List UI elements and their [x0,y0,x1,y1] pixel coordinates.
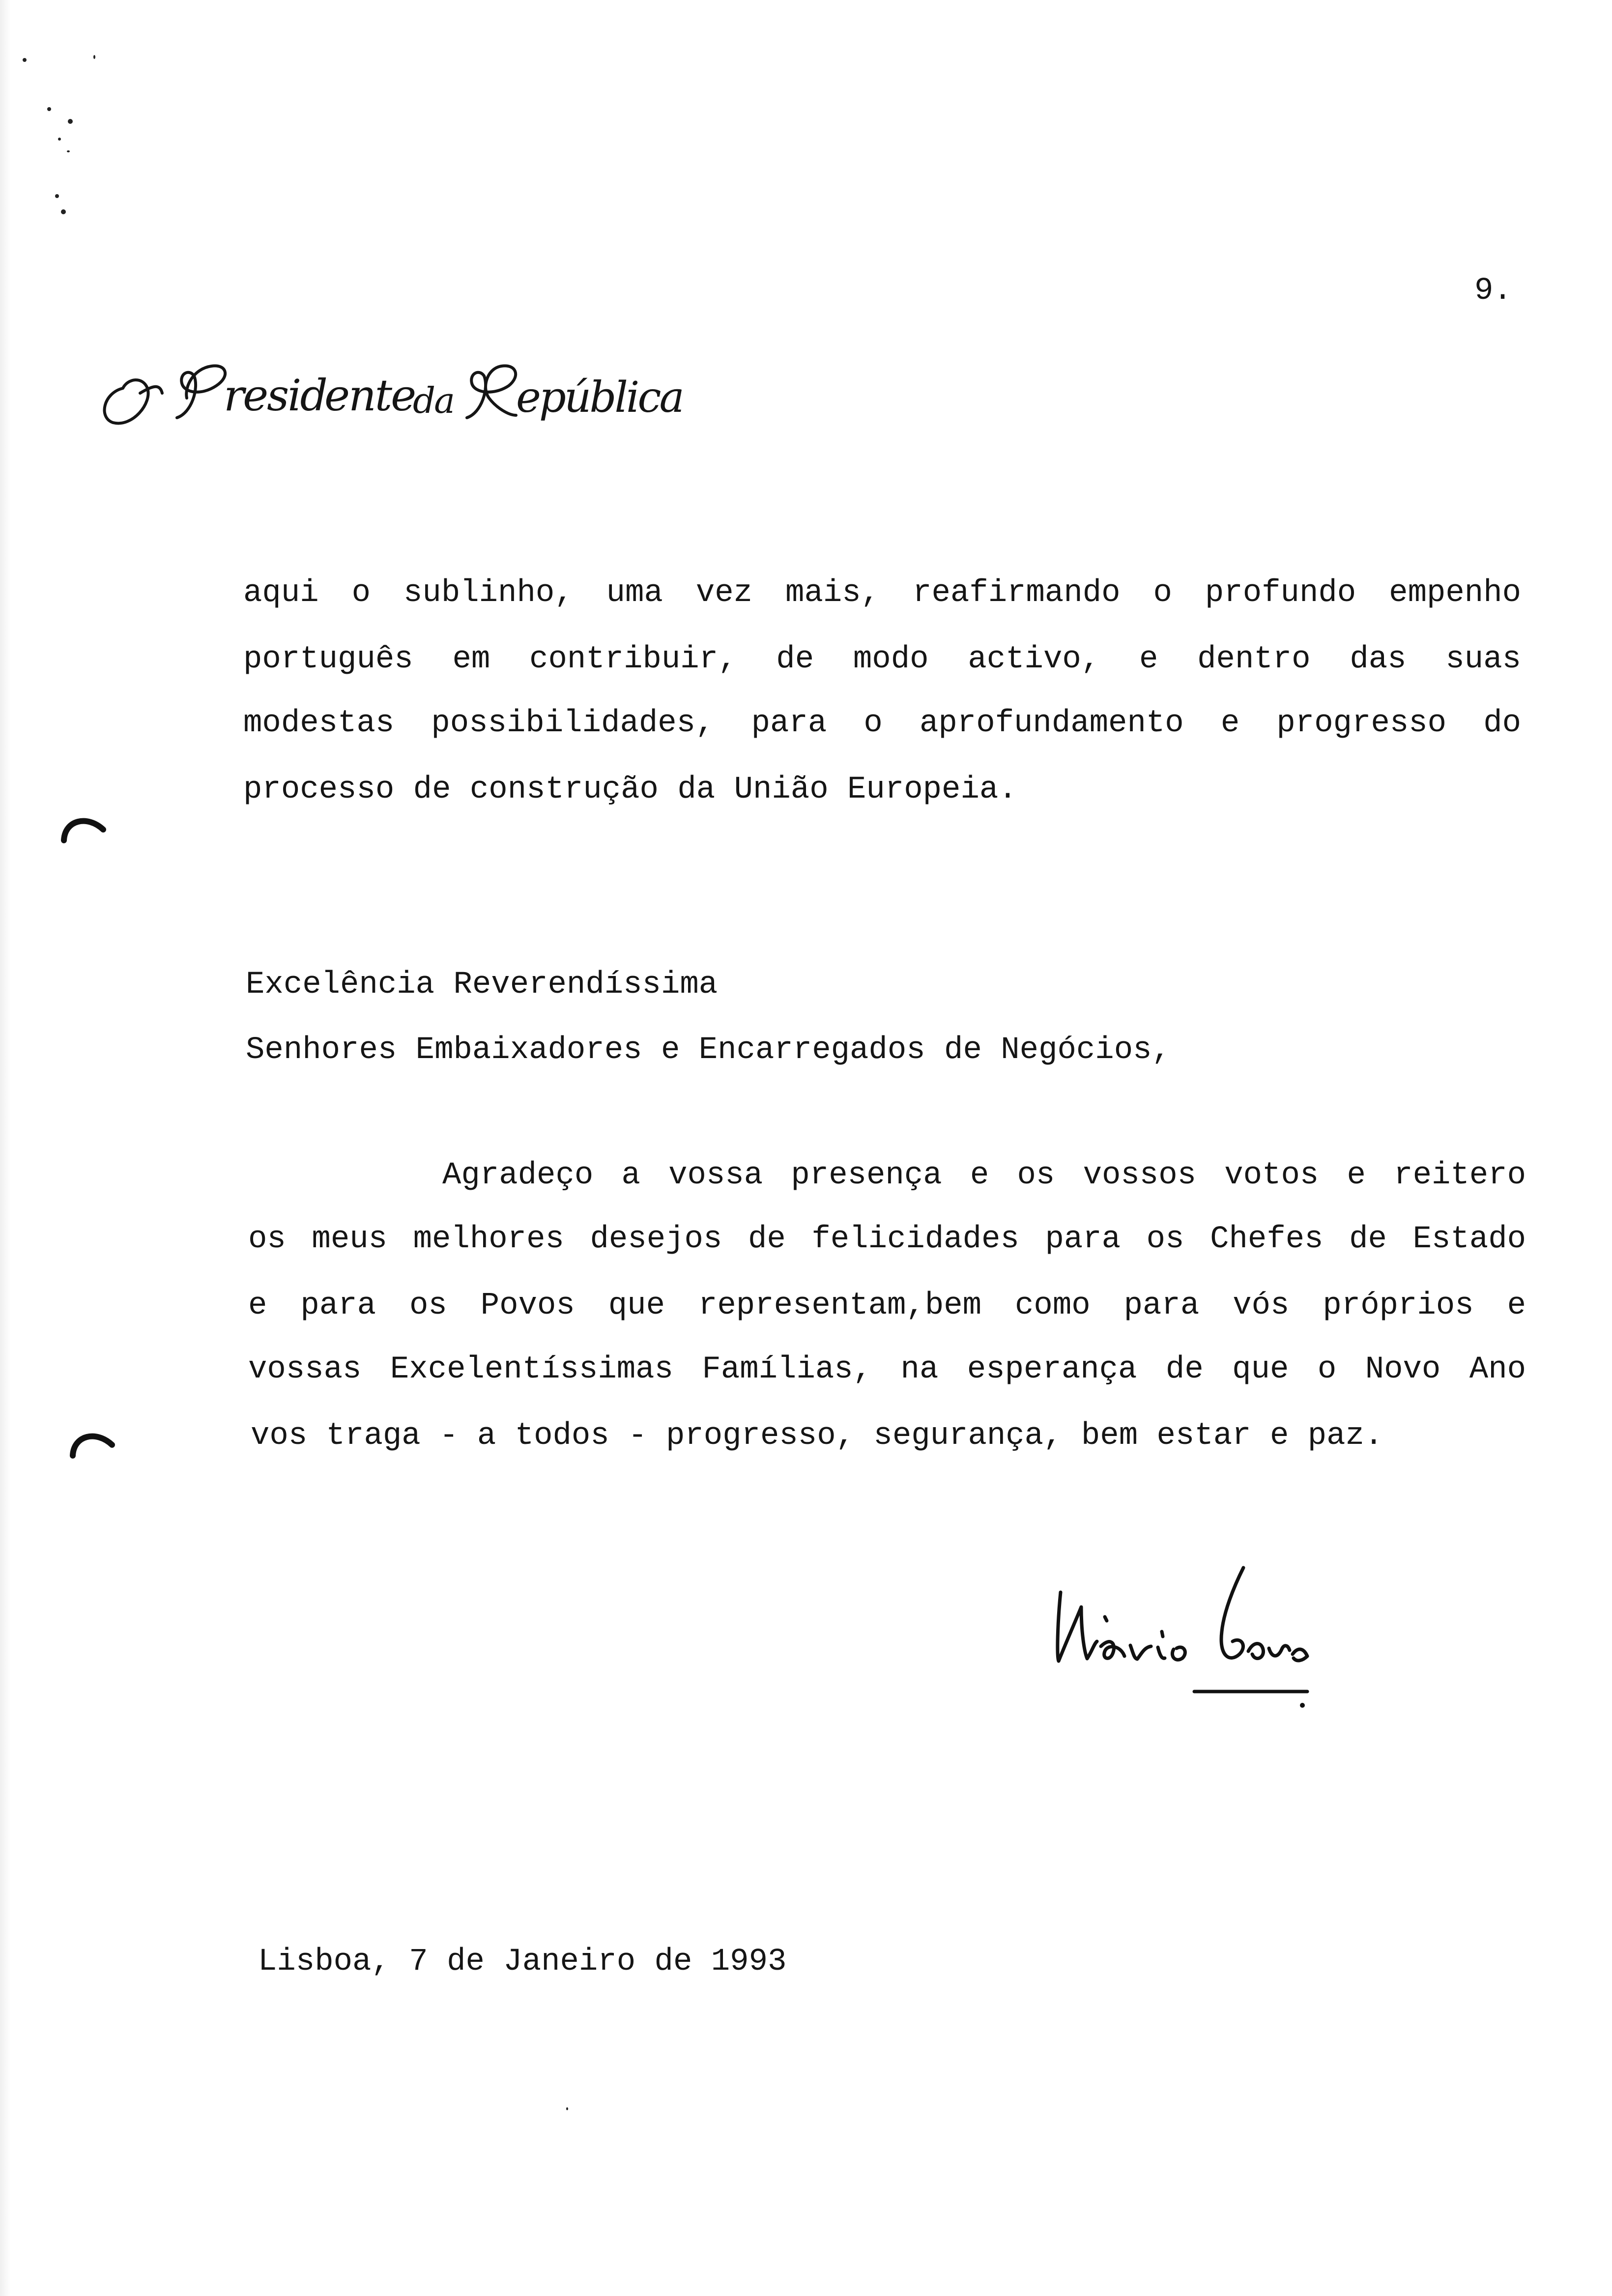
svg-text:resid: resid [224,370,326,421]
scan-speck [566,2107,568,2110]
paragraph-line: os meus melhores desejos de felicidades para os Chefes de Estado [248,1222,1526,1257]
salutation-line: Excelência Reverendíssima [246,967,718,1003]
paragraph-line: modestas possibilidades, para o aprofundamento e progresso do [243,706,1521,741]
page-number: 9. [1474,273,1512,309]
scan-speck [61,209,66,214]
svg-text:ente: ente [324,370,415,421]
paragraph-line: vos traga - a todos - progresso, segurança, bem estar e paz. [251,1418,1383,1454]
scan-speck [47,107,51,111]
paragraph-line: e para os Povos que representam,bem como para vós próprios e [248,1288,1526,1323]
paragraph-line: português em contribuir, de modo activo, e dentro das suas [243,642,1521,677]
svg-text:da: da [413,380,454,421]
scan-speck [67,150,70,152]
paragraph-line: processo de construção da União Europeia. [243,772,1017,807]
scan-speck [55,194,59,198]
scan-speck [93,55,95,59]
paragraph-line: Agradeço a vossa presença e os vossos votos e reitero [442,1158,1526,1193]
paragraph-line: aqui o sublinho, uma vez mais, reafirmando o profundo empenho [243,575,1521,611]
svg-text:epública: epública [516,373,683,422]
letterhead-logo [93,359,683,432]
scan-speck [68,119,73,124]
salutation-line: Senhores Embaixadores e Encarregados de Negócios, [246,1033,1171,1068]
scan-edge-shadow [0,0,11,2296]
binding-hole-mark [67,1425,121,1460]
signature [1047,1558,1322,1725]
scan-speck [58,138,61,141]
paragraph-line: vossas Excelentíssimas Famílias, na esperança de que o Novo Ano [248,1352,1526,1387]
scan-speck [23,58,27,62]
binding-hole-mark [58,810,112,844]
place-date: Lisboa, 7 de Janeiro de 1993 [258,1944,787,1980]
